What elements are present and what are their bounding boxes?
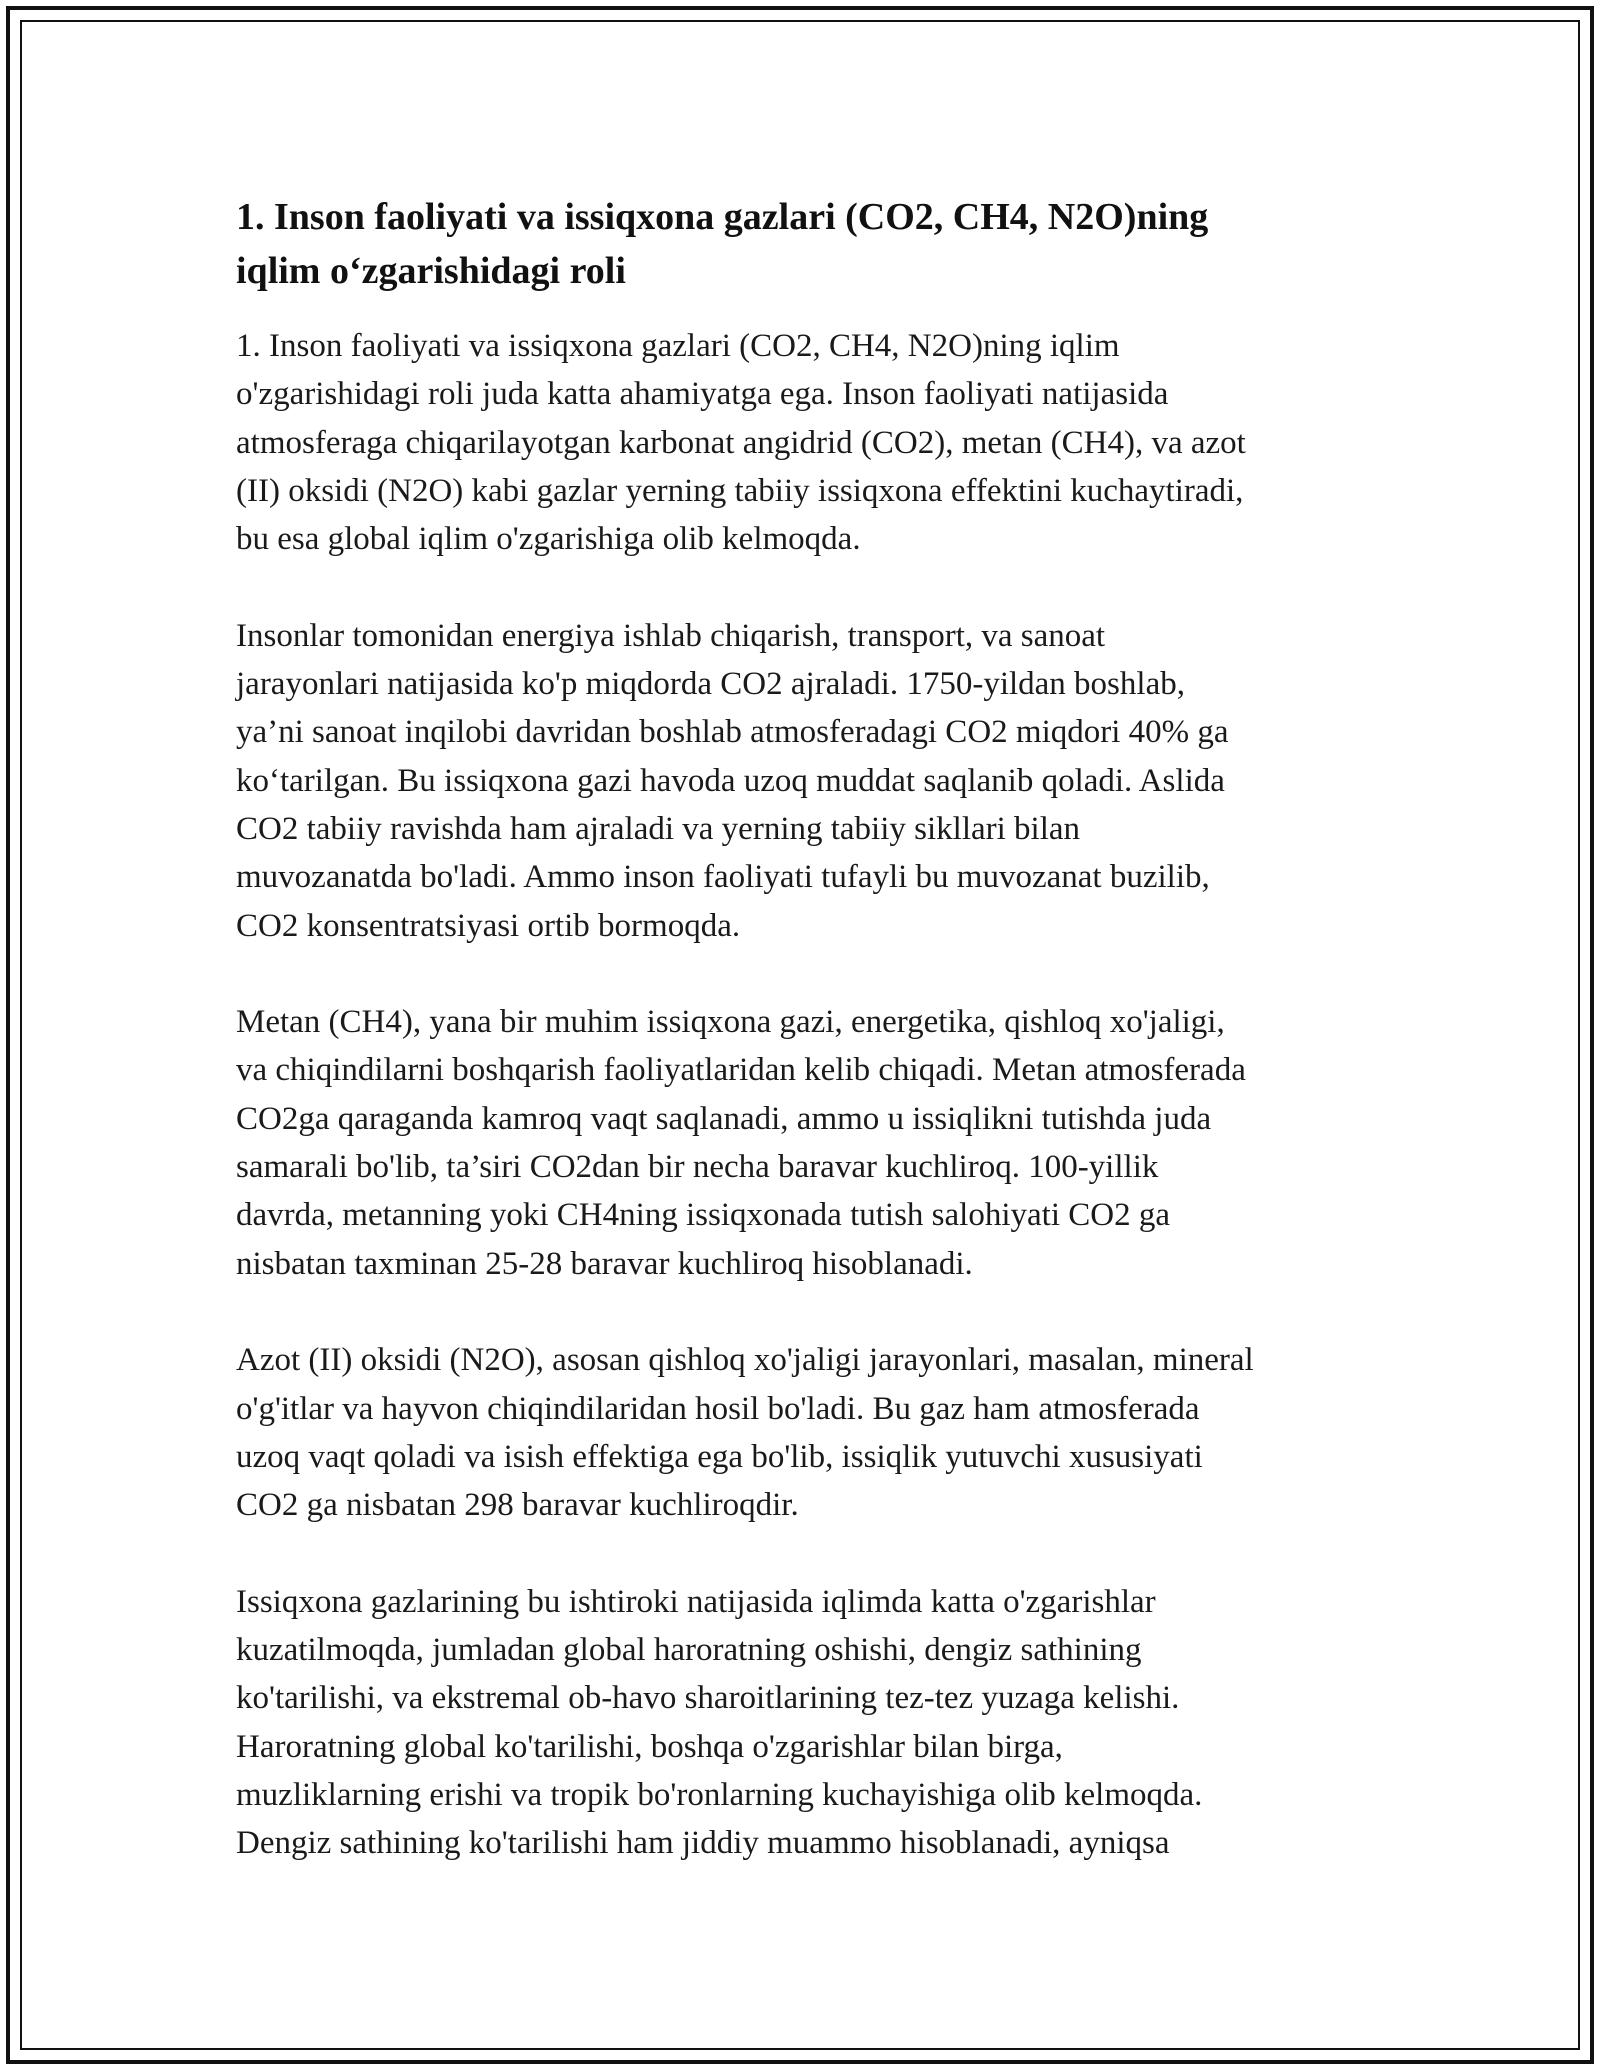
paragraph-introduction: 1. Inson faoliyati va issiqxona gazlari (CO2, CH4, N2O)ning iqlim o'zgarishidagi roli juda katta ahamiyatga ega. Inson faoliyati natijasida atmosferaga chiqarilayotgan karbonat angidrid (CO2), metan (CH4), va azot (II) oksidi (N2O) kabi gazlar yerning tabiiy issiqxona effektini kuchaytiradi, bu esa global iqlim o'zgarishiga olib kelmoqda. (236, 328, 1246, 558)
document-title: 1. Inson faoliyati va issiqxona gazlari (CO2, CH4, N2O)ning iqlim o‘zgarishidagi roli (236, 196, 1209, 292)
document-body (236, 190, 1376, 1916)
paragraph-co2: Insonlar tomonidan energiya ishlab chiqarish, transport, va sanoat jarayonlari natijasida ko'p miqdorda CO2 ajraladi. 1750-yildan boshlab, ya’ni sanoat inqilobi davridan boshlab atmosferadagi CO2 miqdori 40% ga ko‘tarilgan. Bu issiqxona gazi havoda uzoq muddat saqlanib qoladi. Aslida CO2 tabiiy ravishda ham ajraladi va yerning tabiiy sikllari bilan muvozanatda bo'ladi. Ammo inson faoliyati tufayli bu muvozanat buzilib, CO2 konsentratsiyasi ortib bormoqda. (236, 617, 1229, 944)
paragraph-consequences: Issiqxona gazlarining bu ishtiroki natijasida iqlimda katta o'zgarishlar kuzatilmoqda, jumladan global haroratning oshishi, dengiz sathining ko'tarilishi, va ekstremal ob-havo sharoitlarining tez-tez yuzaga kelishi. Haroratning global ko'tarilishi, boshqa o'zgarishlar bilan birga, muzliklarning erishi va tropik bo'ronlarning kuchayishiga olib kelmoqda. Dengiz sathining ko'tarilishi ham jiddiy muammo hisoblanadi, ayniqsa (236, 1583, 1203, 1862)
paragraph-nitrous-oxide: Azot (II) oksidi (N2O), asosan qishloq xo'jaligi jarayonlari, masalan, mineral o'g'itlar va hayvon chiqindilaridan hosil bo'ladi. Bu gaz ham atmosferada uzoq vaqt qoladi va isish effektiga ega bo'lib, issiqlik yutuvchi xususiyati CO2 ga nisbatan 298 baravar kuchliroqdir. (236, 1342, 1254, 1524)
paragraph-methane: Metan (CH4), yana bir muhim issiqxona gazi, energetika, qishloq xo'jaligi, va chiqindilarni boshqarish faoliyatlaridan kelib chiqadi. Metan atmosferada CO2ga qaraganda kamroq vaqt saqlanadi, ammo u issiqlikni tutishda juda samarali bo'lib, ta’siri CO2dan bir necha baravar kuchliroq. 100-yillik davrda, metanning yoki CH4ning issiqxonada tutish salohiyati CO2 ga nisbatan taxminan 25-28 baravar kuchliroq hisoblanadi. (236, 1004, 1246, 1282)
